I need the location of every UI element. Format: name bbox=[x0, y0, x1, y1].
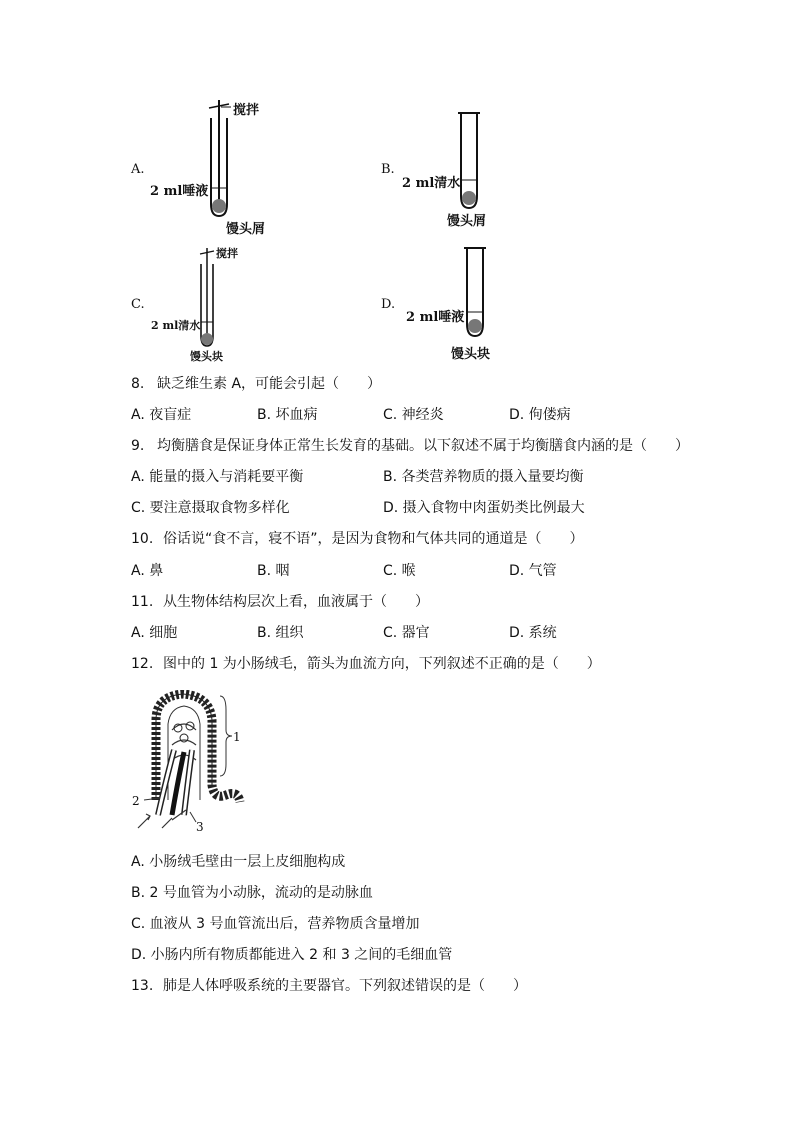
question-8-text: 缺乏维生素 A，可能会引起（ ） bbox=[157, 376, 382, 392]
question-9 bbox=[131, 436, 689, 456]
q8-option-d: D. 佝偻病 bbox=[509, 407, 571, 423]
question-11 bbox=[131, 592, 429, 612]
villus-label-1: 1 bbox=[233, 730, 241, 744]
question-13 bbox=[131, 976, 527, 996]
question-11-number: 11. bbox=[131, 594, 154, 610]
q12-option-c: C. 血液从 3 号血管流出后，营养物质含量增加 bbox=[131, 916, 420, 932]
question-9-text: 均衡膳食是保证身体正常生长发育的基础。以下叙述不属于均衡膳食内涵的是（ ） bbox=[157, 438, 689, 454]
q12-option-d: D. 小肠内所有物质都能进入 2 和 3 之间的毛细血管 bbox=[131, 947, 453, 963]
option-c-letter: C. bbox=[131, 297, 145, 312]
q8-option-b: B. 坏血病 bbox=[257, 407, 318, 423]
test-tube-b-figure bbox=[450, 108, 490, 218]
q8-option-a: A. 夜盲症 bbox=[131, 407, 192, 423]
option-b-bread-label: 馒头屑 bbox=[447, 214, 487, 229]
option-a-bread-label: 馒头屑 bbox=[226, 222, 266, 237]
q10-option-a: A. 鼻 bbox=[131, 563, 164, 579]
option-b-letter: B. bbox=[381, 162, 395, 177]
q9-option-a: A. 能量的摄入与消耗要平衡 bbox=[131, 469, 304, 485]
question-10-number: 10. bbox=[131, 531, 154, 547]
intestinal-villus-figure bbox=[128, 690, 258, 835]
question-8 bbox=[131, 374, 381, 394]
question-8-number: 8. bbox=[131, 376, 145, 392]
q11-option-d: D. 系统 bbox=[509, 625, 557, 641]
question-10-text: 俗话说“食不言，寝不语”，是因为食物和气体共同的通道是（ ） bbox=[163, 531, 584, 547]
option-d-block-label: 馒头块 bbox=[451, 347, 491, 362]
q11-option-c: C. 器官 bbox=[383, 625, 430, 641]
villus-label-2: 2 bbox=[132, 794, 140, 808]
q9-option-b: B. 各类营养物质的摄入量要均衡 bbox=[383, 469, 584, 485]
q9-option-c: C. 要注意摄取食物多样化 bbox=[131, 500, 290, 516]
question-12-text: 图中的 1 为小肠绒毛，箭头为血流方向，下列叙述不正确的是（ ） bbox=[163, 656, 601, 672]
question-13-text: 肺是人体呼吸系统的主要器官。下列叙述错误的是（ ） bbox=[163, 978, 527, 994]
question-12 bbox=[131, 654, 601, 674]
option-a-stir-label: 搅拌 bbox=[233, 103, 260, 118]
question-12-number: 12. bbox=[131, 656, 154, 672]
q11-option-a: A. 细胞 bbox=[131, 625, 178, 641]
q8-option-c: C. 神经炎 bbox=[383, 407, 444, 423]
option-a-letter: A. bbox=[131, 162, 145, 177]
villus-label-3: 3 bbox=[196, 820, 204, 834]
q9-option-d: D. 摄入食物中肉蛋奶类比例最大 bbox=[383, 500, 585, 516]
option-b-water-label: 2 ml清水 bbox=[402, 176, 461, 191]
q12-option-a: A. 小肠绒毛壁由一层上皮细胞构成 bbox=[131, 854, 346, 870]
option-a-saliva-label: 2 ml唾液 bbox=[150, 184, 209, 199]
option-d-saliva-label: 2 ml唾液 bbox=[406, 310, 465, 325]
q10-option-c: C. 喉 bbox=[383, 563, 416, 579]
q10-option-d: D. 气管 bbox=[509, 563, 557, 579]
question-11-text: 从生物体结构层次上看，血液属于（ ） bbox=[163, 594, 429, 610]
option-c-stir-label: 搅拌 bbox=[216, 247, 238, 260]
question-10 bbox=[131, 529, 584, 549]
option-c-water-label: 2 ml清水 bbox=[151, 319, 201, 332]
option-d-letter: D. bbox=[381, 297, 396, 312]
option-c-block-label: 馒头块 bbox=[190, 350, 223, 363]
q11-option-b: B. 组织 bbox=[257, 625, 304, 641]
q12-option-b: B. 2 号血管为小动脉，流动的是动脉血 bbox=[131, 885, 373, 901]
q10-option-b: B. 咽 bbox=[257, 563, 290, 579]
question-9-number: 9. bbox=[131, 438, 145, 454]
question-13-number: 13. bbox=[131, 978, 154, 994]
test-tube-d-figure bbox=[458, 244, 498, 344]
